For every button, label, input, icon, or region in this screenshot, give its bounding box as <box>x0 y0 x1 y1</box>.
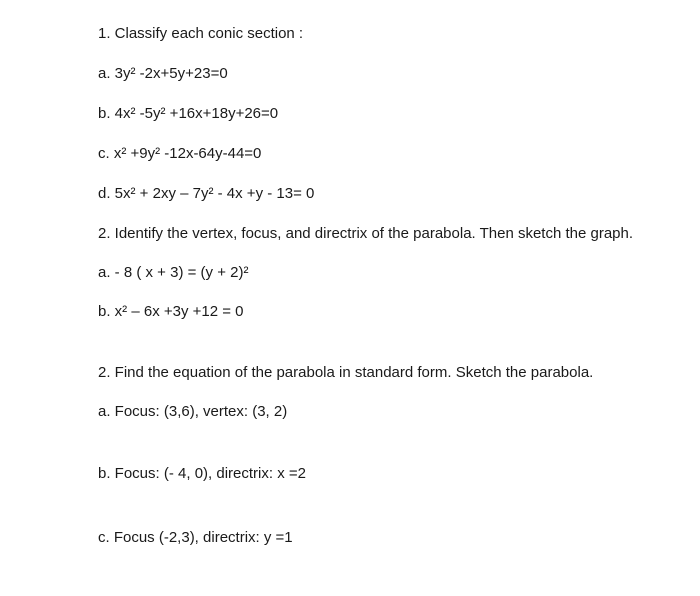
section2-heading: 2. Identify the vertex, focus, and directrix of the parabola. Then sketch the graph. <box>98 225 634 242</box>
section3-item-a: a. Focus: (3,6), vertex: (3, 2) <box>98 403 288 420</box>
section1-item-c: c. x² +9y² -12x-64y-44=0 <box>98 145 262 162</box>
section1-item-b: b. 4x² -5y² +16x+18y+26=0 <box>98 105 279 122</box>
section1-item-d: d. 5x² + 2xy – 7y² - 4x +y - 13= 0 <box>98 185 315 202</box>
section2-item-a: a. - 8 ( x + 3) = (y + 2)² <box>98 264 249 281</box>
section2-item-b: b. x² – 6x +3y +12 = 0 <box>98 303 244 320</box>
section1-item-a: a. 3y² -2x+5y+23=0 <box>98 65 228 82</box>
section1-heading: 1. Classify each conic section : <box>98 25 304 42</box>
section3-item-c: c. Focus (-2,3), directrix: y =1 <box>98 529 293 546</box>
section3-heading: 2. Find the equation of the parabola in standard form. Sketch the parabola. <box>98 364 594 381</box>
section3-item-b: b. Focus: (- 4, 0), directrix: x =2 <box>98 465 306 482</box>
